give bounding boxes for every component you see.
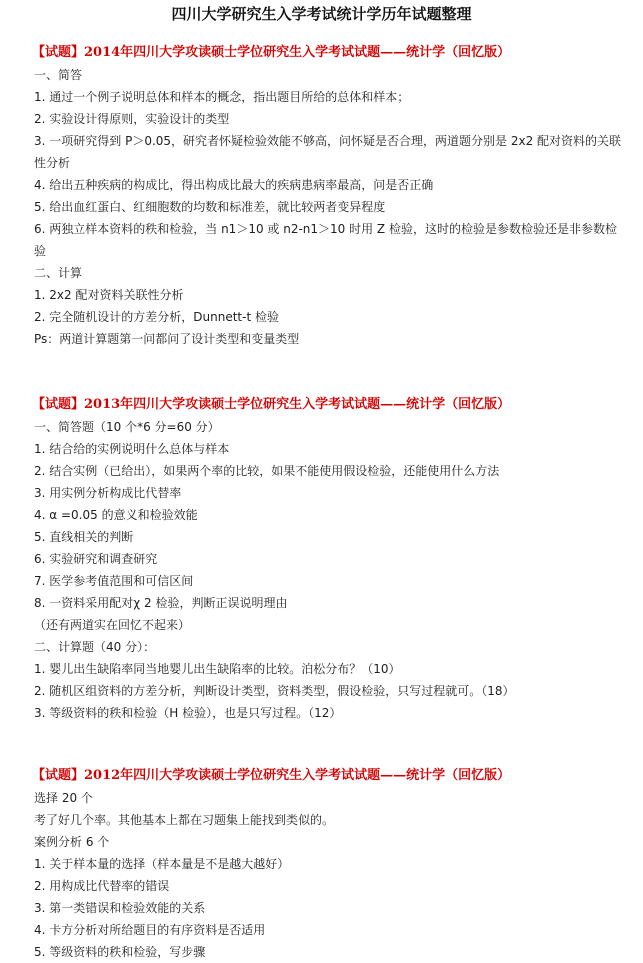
page-title: 四川大学研究生入学考试统计学历年试题整理 <box>171 5 472 23</box>
question-item: 1. 通过一个例子说明总体和样本的概念，指出题目所给的总体和样本； <box>34 90 410 104</box>
section-title: 【试题】2012年四川大学攻读硕士学位研究生入学考试试题——统计学（回忆版） <box>32 768 511 783</box>
note-text: （还有两道实在回忆不起来） <box>34 618 191 632</box>
question-item: 1. 关于样本量的选择（样本量是不是越大越好） <box>34 857 290 871</box>
section-2012 <box>34 765 634 963</box>
question-item: 2. 结合实例（已给出），如果两个率的比较，如果不能使用假设检验，还能使用什么方法 <box>34 464 500 478</box>
section-2013 <box>34 394 634 724</box>
subheading-calculation: 二、计算 <box>34 266 83 280</box>
section-2014 <box>34 42 634 350</box>
question-item: 2. 随机区组资料的方差分析，判断设计类型，资料类型，假设检验，只写过程就可。（18） <box>34 684 515 698</box>
question-item: 8. 一资料采用配对χ 2 检验，判断正误说明理由 <box>34 596 288 610</box>
question-item: 6. 实验研究和调查研究 <box>34 552 158 566</box>
question-item: 6. 两独立样本资料的秩和检验，当 n1＞10 或 n2-n1＞10 时用 Z 检验，这时的检验是参数检验还是非参数检验 <box>34 222 617 258</box>
question-item: 3. 一项研究得到 P＞0.05，研究者怀疑检验效能不够高，问怀疑是否合理，两道题分别是 2x2 配对资料的关联性分析 <box>34 134 622 170</box>
section-title: 【试题】2013年四川大学攻读硕士学位研究生入学考试试题——统计学（回忆版） <box>32 397 511 412</box>
question-item: 7. 医学参考值范围和可信区间 <box>34 574 194 588</box>
subheading-short-answer: 一、简答题（10 个*6 分=60 分） <box>34 420 220 434</box>
subheading-case-analysis: 案例分析 6 个 <box>34 835 110 849</box>
note-text: Ps：两道计算题第一问都问了设计类型和变量类型 <box>34 332 300 346</box>
question-item: 2. 用构成比代替率的错误 <box>34 879 170 893</box>
subheading-calculation: 二、计算题（40 分）： <box>34 640 156 654</box>
section-title: 【试题】2014年四川大学攻读硕士学位研究生入学考试试题——统计学（回忆版） <box>32 45 511 60</box>
question-item: 1. 2x2 配对资料关联性分析 <box>34 288 184 302</box>
note-text: 考了好几个率。其他基本上都在习题集上能找到类似的。 <box>34 813 335 827</box>
question-item: 3. 用实例分析构成比代替率 <box>34 486 182 500</box>
question-item: 2. 完全随机设计的方差分析，Dunnett-t 检验 <box>34 310 279 324</box>
question-item: 4. α =0.05 的意义和检验效能 <box>34 508 198 522</box>
subheading-short-answer: 一、简答 <box>34 68 83 82</box>
question-item: 4. 给出五种疾病的构成比，得出构成比最大的疾病患病率最高，问是否正确 <box>34 178 434 192</box>
question-item: 5. 给出血红蛋白、红细胞数的均数和标准差，就比较两者变异程度 <box>34 200 386 214</box>
question-item: 2. 实验设计得原则，实验设计的类型 <box>34 112 230 126</box>
question-item: 5. 直线相关的判断 <box>34 530 134 544</box>
question-item: 4. 卡方分析对所给题目的有序资料是否适用 <box>34 923 266 937</box>
question-item: 5. 等级资料的秩和检验，写步骤 <box>34 945 206 959</box>
question-item: 3. 第一类错误和检验效能的关系 <box>34 901 206 915</box>
question-item: 1. 婴儿出生缺陷率同当地婴儿出生缺陷率的比较。泊松分布？（10） <box>34 662 401 676</box>
subheading-choice: 选择 20 个 <box>34 791 93 805</box>
question-item: 3. 等级资料的秩和检验（H 检验），也是只写过程。（12） <box>34 706 342 720</box>
question-item: 1. 结合给的实例说明什么总体与样本 <box>34 442 230 456</box>
